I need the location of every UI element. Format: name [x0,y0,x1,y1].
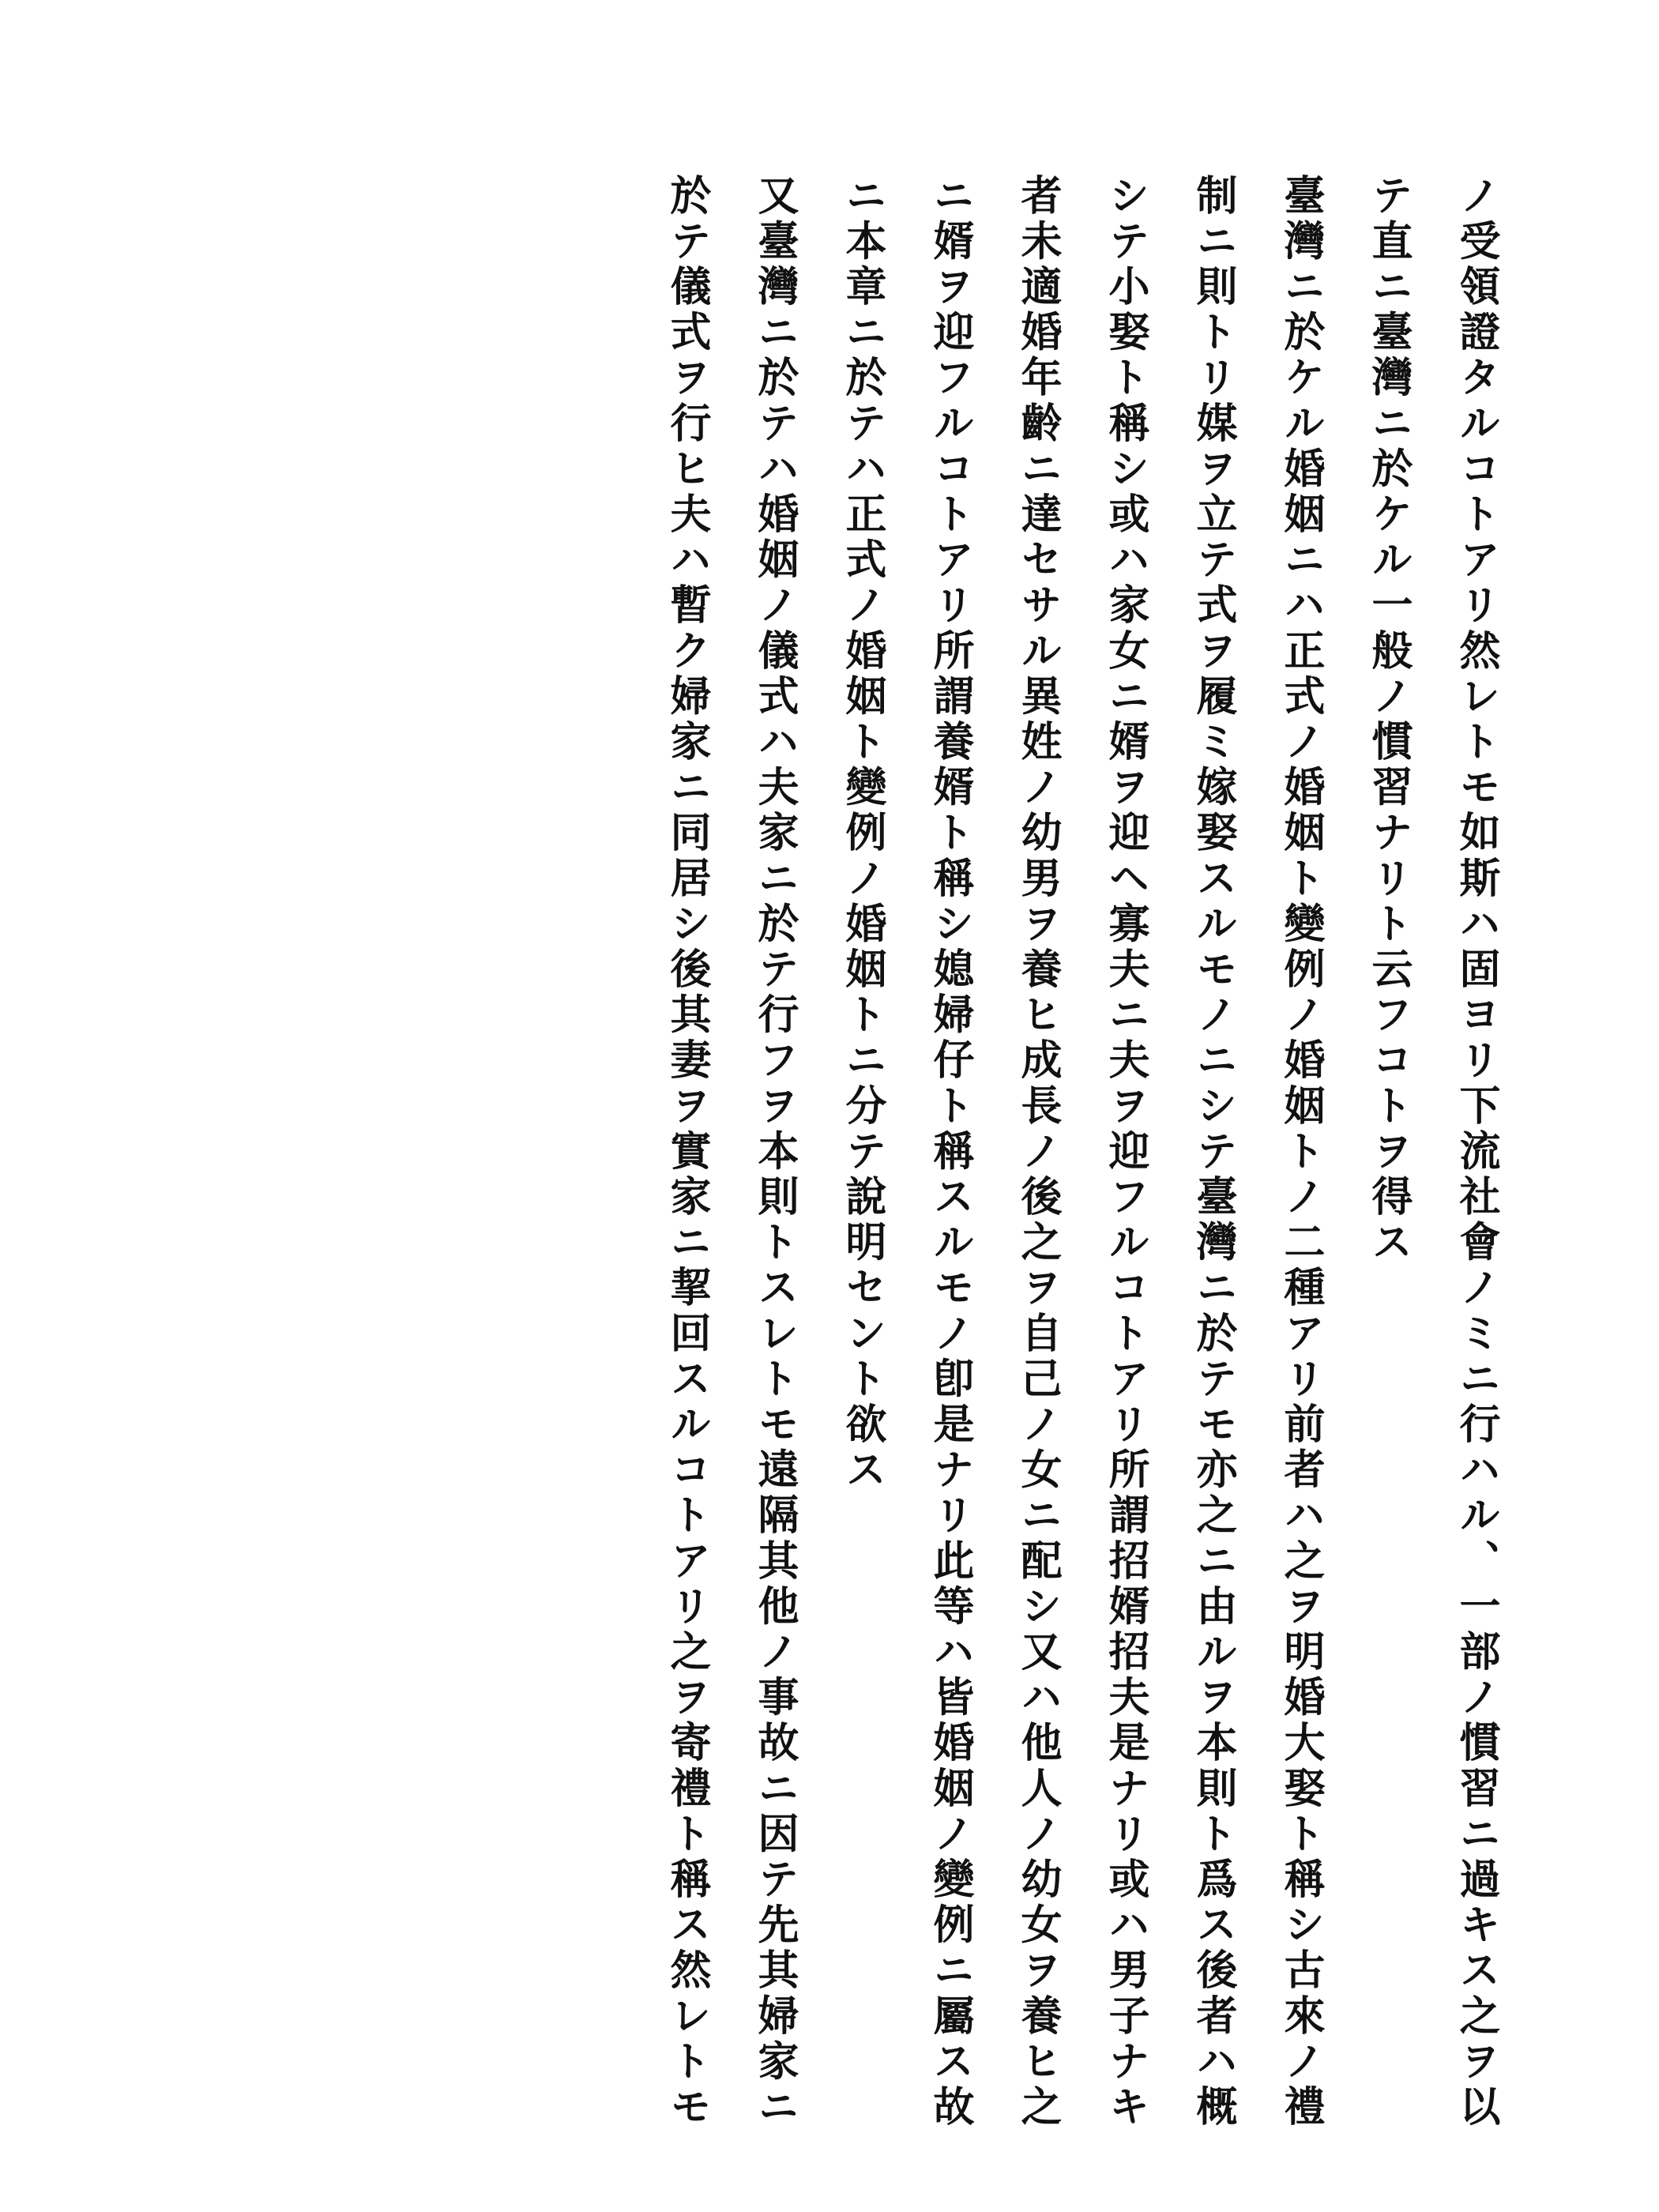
body-column-4: 制ニ則トリ媒ヲ立テ式ヲ履ミ嫁娶スルモノニシテ臺灣ニ於テモ亦之ニ由ルヲ本則ト爲ス後者ハ概 [1189,174,1237,2131]
body-column-5: シテ小娶ト稱シ或ハ家女ニ婿ヲ迎ヘ寡夫ニ夫ヲ迎フルコトアリ所謂招婿招夫是ナリ或ハ男子ナキ [1101,174,1149,2131]
body-column-10: 於テ儀式ヲ行ヒ夫ハ暫ク婦家ニ同居シ後其妻ヲ實家ニ挈回スルコトアリ之ヲ寄禮ト稱ス然レトモ [663,174,711,2131]
body-column-3: 臺灣ニ於ケル婚姻ニハ正式ノ婚姻ト變例ノ婚姻トノ二種アリ前者ハ之ヲ明婚大娶ト稱シ古來ノ禮 [1277,174,1325,2131]
body-column-1: ノ受領證タルコトアリ然レトモ如斯ハ固ヨリ下流社會ノミニ行ハル、一部ノ慣習ニ過キス之ヲ以 [1452,174,1500,2131]
body-column-7: ニ婿ヲ迎フルコトアリ所謂養婿ト稱シ媳婦仔ト稱スルモノ卽是ナリ此等ハ皆婚姻ノ變例ニ屬ス故 [926,174,974,2131]
body-column-8: ニ本章ニ於テハ正式ノ婚姻ト變例ノ婚姻トニ分テ說明セント欲ス [838,174,886,1494]
body-column-9: 又臺灣ニ於テハ婚姻ノ儀式ハ夫家ニ於テ行フヲ本則トスレトモ遠隔其他ノ事故ニ因テ先其婦家ニ [750,174,799,2131]
body-column-6: 者未適婚年齡ニ達セサル異姓ノ幼男ヲ養ヒ成長ノ後之ヲ自己ノ女ニ配シ又ハ他人ノ幼女ヲ養ヒ之 [1014,174,1062,2131]
body-column-2: テ直ニ臺灣ニ於ケル一般ノ慣習ナリト云フコトヲ得ス [1364,174,1413,1266]
